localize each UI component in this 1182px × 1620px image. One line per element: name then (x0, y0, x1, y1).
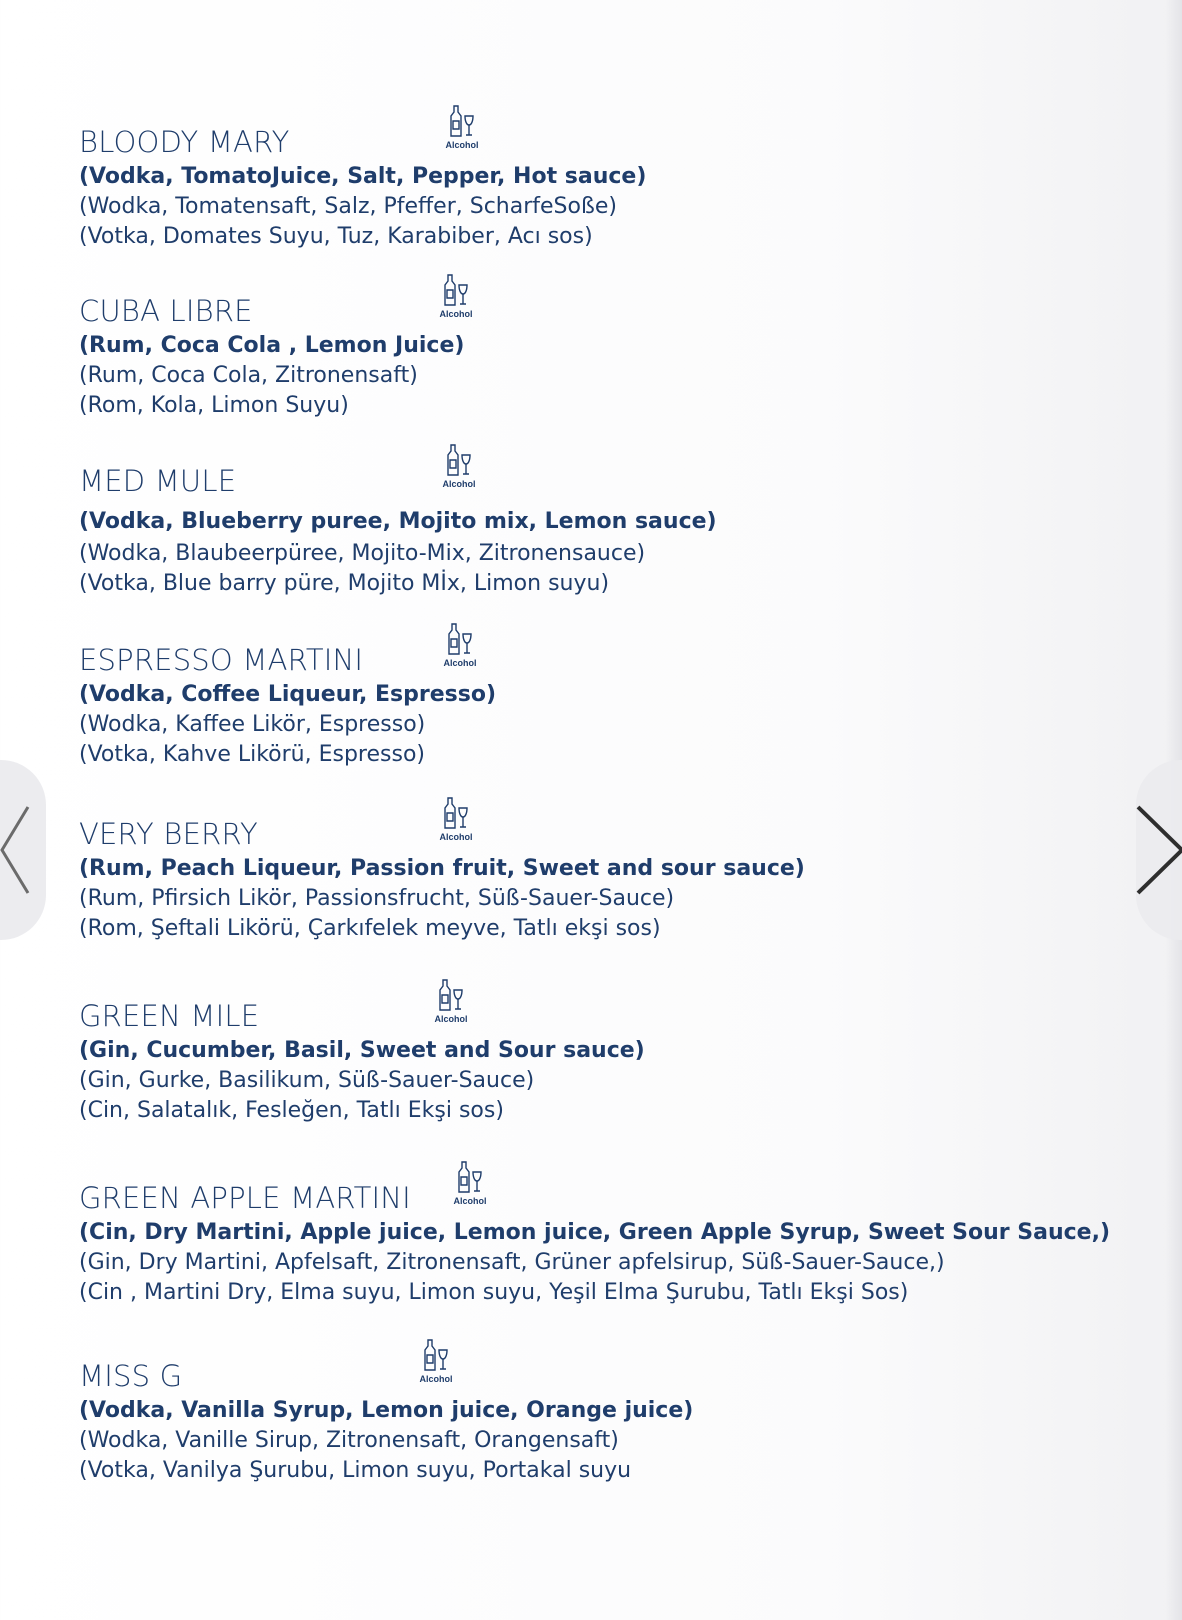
ingredients-de: (Rum, Coca Cola, Zitronensaft) (79, 363, 418, 388)
ingredients-en: (Cin, Dry Martini, Apple juice, Lemon juice, Green Apple Syrup, Sweet Sour Sauce,) (79, 1220, 1111, 1245)
alcohol-badge (431, 978, 471, 1024)
ingredients-de: (Wodka, Vanille Sirup, Zitronensaft, Orangensaft) (79, 1428, 619, 1453)
drink-name: CUBA LIBRE (79, 294, 253, 328)
next-page-button[interactable] (1136, 760, 1182, 940)
drink-name: MISS G (79, 1359, 183, 1393)
drink-name: VERY BERRY (79, 817, 258, 851)
ingredients-en: (Rum, Peach Liqueur, Passion fruit, Sweet and sour sauce) (79, 856, 805, 881)
ingredients-tr: (Rom, Şeftali Likörü, Çarkıfelek meyve, Tatlı ekşi sos) (79, 916, 661, 941)
bottle-glass-icon (437, 978, 465, 1012)
ingredients-de: (Wodka, Blaubeerpüree, Mojito-Mix, Zitronensauce) (79, 541, 646, 566)
bottle-glass-icon (448, 104, 476, 138)
ingredients-en: (Rum, Coca Cola , Lemon Juice) (79, 333, 465, 358)
alcohol-badge (442, 104, 482, 150)
ingredients-en: (Vodka, TomatoJuice, Salt, Pepper, Hot sauce) (79, 164, 647, 189)
ingredients-tr: (Votka, Kahve Likörü, Espresso) (79, 742, 425, 767)
alcohol-badge (416, 1338, 456, 1384)
bottle-glass-icon (422, 1338, 450, 1372)
ingredients-de: (Gin, Gurke, Basilikum, Süß-Sauer-Sauce) (79, 1068, 535, 1093)
alcohol-label: Alcohol (419, 1374, 453, 1384)
alcohol-label: Alcohol (453, 1196, 487, 1206)
ingredients-en: (Vodka, Vanilla Syrup, Lemon juice, Orange juice) (79, 1398, 694, 1423)
ingredients-de: (Rum, Pfirsich Likör, Passionsfrucht, Süß-Sauer-Sauce) (79, 886, 675, 911)
alcohol-label: Alcohol (434, 1014, 468, 1024)
previous-page-button[interactable] (0, 760, 46, 940)
ingredients-tr: (Votka, Vanilya Şurubu, Limon suyu, Portakal suyu (79, 1458, 632, 1483)
alcohol-label: Alcohol (445, 140, 479, 150)
ingredients-en: (Vodka, Coffee Liqueur, Espresso) (79, 682, 497, 707)
ingredients-tr: (Votka, Domates Suyu, Tuz, Karabiber, Acı sos) (79, 224, 593, 249)
drink-name: ESPRESSO MARTINI (79, 643, 364, 677)
ingredients-en: (Gin, Cucumber, Basil, Sweet and Sour sauce) (79, 1038, 645, 1063)
ingredients-tr: (Cin , Martini Dry, Elma suyu, Limon suyu, Yeşil Elma Şurubu, Tatlı Ekşi Sos) (79, 1280, 909, 1305)
ingredients-de: (Gin, Dry Martini, Apfelsaft, Zitronensaft, Grüner apfelsirup, Süß-Sauer-Sauce,) (79, 1250, 945, 1275)
alcohol-label: Alcohol (443, 658, 477, 668)
alcohol-badge (450, 1160, 490, 1206)
bottle-glass-icon (442, 273, 470, 307)
ingredients-de: (Wodka, Tomatensaft, Salz, Pfeffer, ScharfeSoße) (79, 194, 617, 219)
bottle-glass-icon (456, 1160, 484, 1194)
alcohol-label: Alcohol (439, 309, 473, 319)
alcohol-label: Alcohol (442, 479, 476, 489)
drink-name: GREEN MILE (79, 999, 260, 1033)
bottle-glass-icon (442, 796, 470, 830)
bottle-glass-icon (445, 443, 473, 477)
ingredients-en: (Vodka, Blueberry puree, Mojito mix, Lemon sauce) (79, 509, 717, 534)
ingredients-de: (Wodka, Kaffee Likör, Espresso) (79, 712, 426, 737)
ingredients-tr: (Rom, Kola, Limon Suyu) (79, 393, 349, 418)
drink-name: BLOODY MARY (79, 125, 290, 159)
alcohol-label: Alcohol (439, 832, 473, 842)
alcohol-badge (436, 273, 476, 319)
alcohol-badge (440, 622, 480, 668)
ingredients-tr: (Votka, Blue barry püre, Mojito Mİx, Limon suyu) (79, 571, 610, 596)
bottle-glass-icon (446, 622, 474, 656)
drink-name: MED MULE (79, 464, 237, 498)
ingredients-tr: (Cin, Salatalık, Fesleğen, Tatlı Ekşi sos) (79, 1098, 504, 1123)
alcohol-badge (439, 443, 479, 489)
drink-name: GREEN APPLE MARTINI (79, 1181, 411, 1215)
chevron-right-icon (1136, 805, 1182, 895)
alcohol-badge (436, 796, 476, 842)
chevron-left-icon (0, 805, 30, 895)
